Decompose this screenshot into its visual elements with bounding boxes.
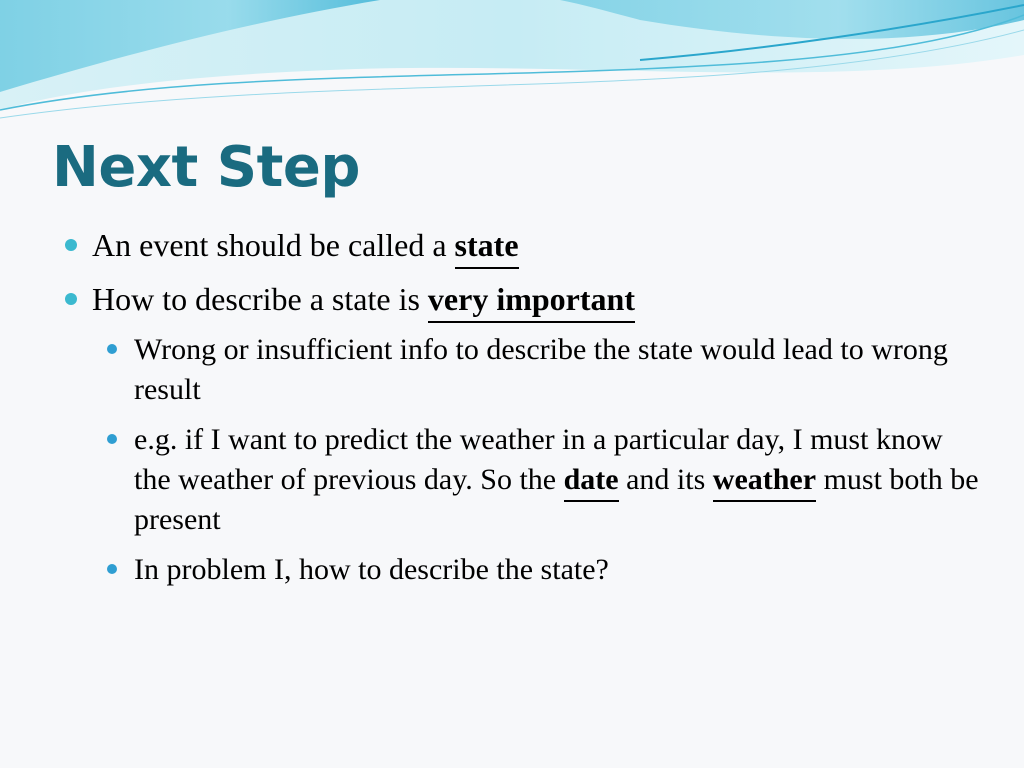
sub-bullet-text: Wrong or insufficient info to describe the state would lead to wrong result (134, 333, 948, 406)
bullet-list (60, 222, 980, 600)
sub-bullet-item (100, 420, 980, 540)
bullet-item (60, 222, 980, 268)
sub-bullet-dot-icon (107, 434, 117, 444)
sub-bullet-item (100, 330, 980, 410)
bullet-dot-icon (65, 293, 77, 305)
emphasis-date: date (564, 463, 619, 502)
sub-bullet-text: and its (618, 463, 713, 496)
sub-bullet-item (100, 550, 980, 590)
sub-bullet-dot-icon (107, 344, 117, 354)
bullet-text: How to describe a state is (92, 281, 428, 317)
sub-bullet-text: In problem I, how to describe the state? (134, 553, 609, 586)
bullet-text: An event should be called a (92, 227, 455, 263)
bullet-dot-icon (65, 239, 77, 251)
sub-bullet-text: e.g. if I want to predict the weather in a particular day, I must know the weather of previous day. So the (134, 423, 943, 496)
emphasis-very-important: very important (428, 281, 635, 323)
header-wave-decoration (0, 0, 1024, 130)
slide-title: Next Step (52, 135, 360, 200)
emphasis-weather: weather (713, 463, 816, 502)
emphasis-state: state (455, 227, 519, 269)
sub-bullet-text: must both be present (134, 463, 979, 536)
bullet-item (60, 276, 980, 322)
sub-bullet-dot-icon (107, 564, 117, 574)
